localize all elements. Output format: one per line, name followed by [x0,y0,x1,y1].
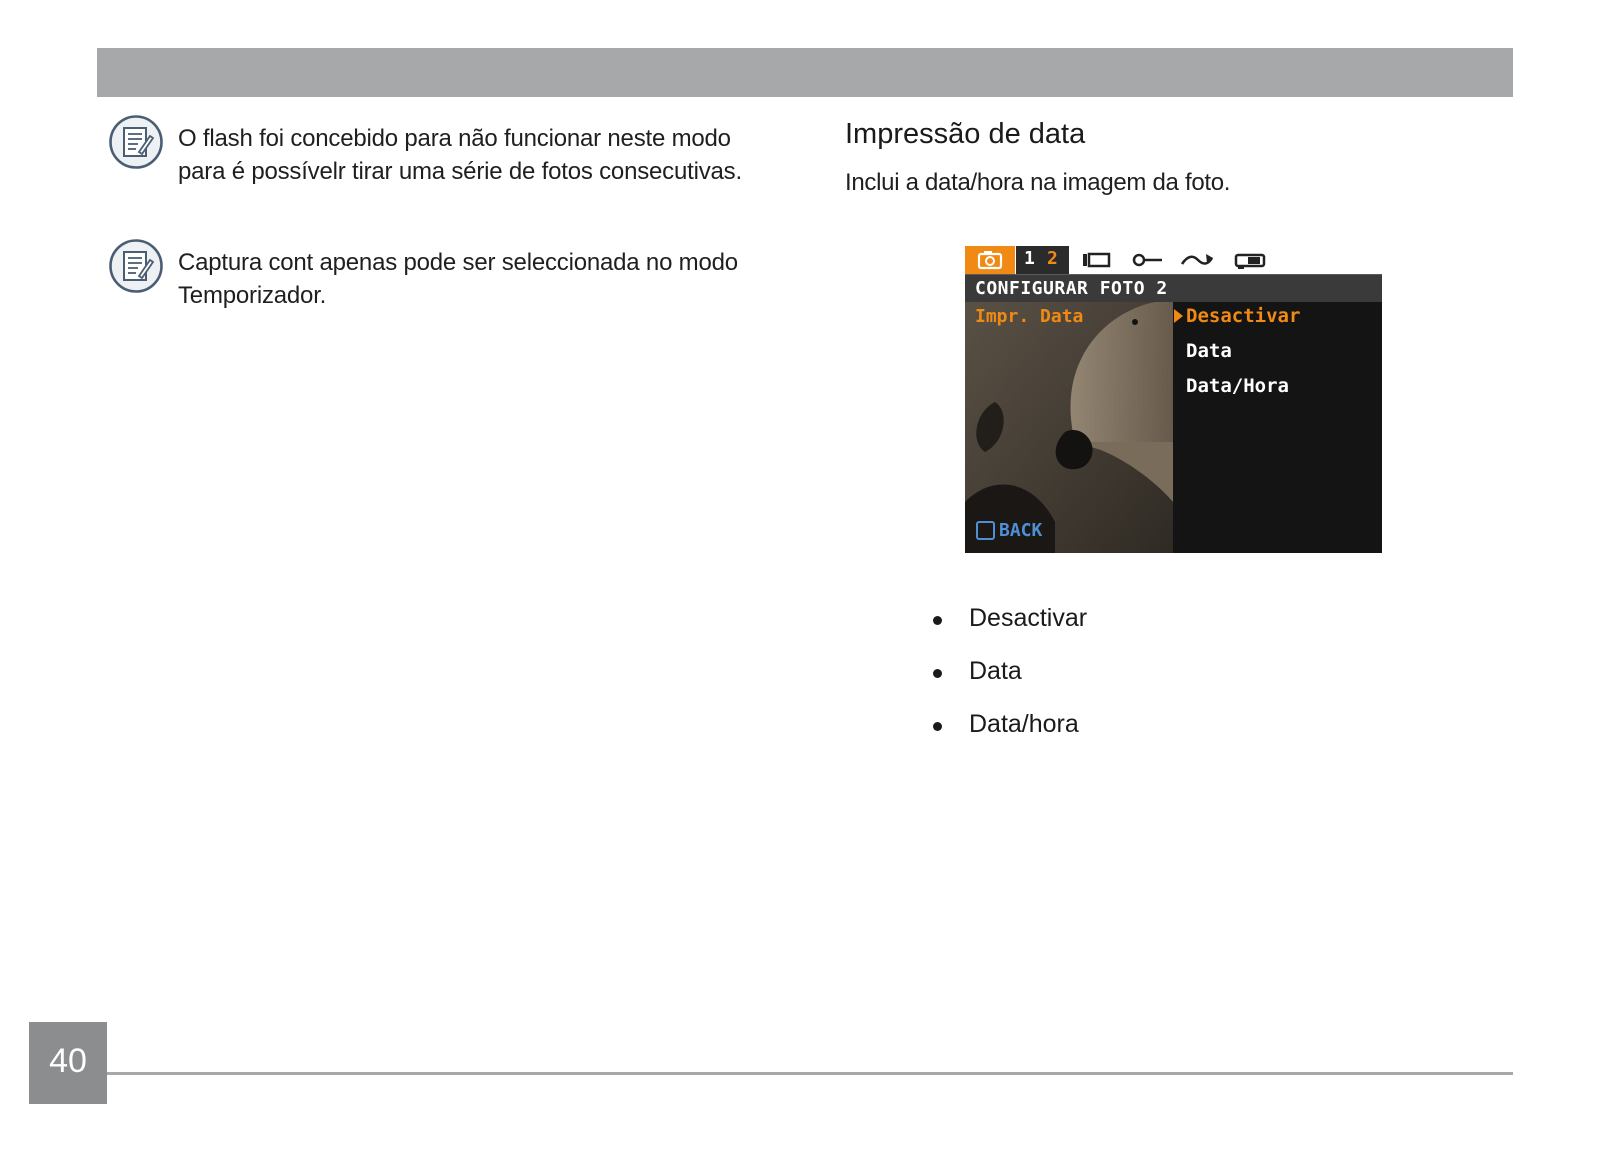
page-tabs [1016,246,1069,274]
camera-menu-header [965,274,1382,303]
note-icon [108,238,164,294]
page-number: 40 [49,1042,87,1080]
list-item [927,710,1087,763]
playback-icon [1233,250,1267,270]
movie-icon [1079,250,1113,270]
header-bar [97,48,1513,97]
list-item-text: Data/hora [969,710,1079,738]
camera-option[interactable]: Desactivar [1186,305,1301,327]
note-text: Captura cont apenas pode ser seleccionada no modo Temporizador. [178,249,738,309]
bullet-icon [933,616,942,625]
bullet-icon [933,669,942,678]
camera-option[interactable]: Data/Hora [1186,375,1289,397]
list-item-text: Data [969,657,1022,685]
list-item-text: Desactivar [969,604,1088,632]
back-button[interactable]: BACK [999,520,1043,541]
selection-arrow-icon [1174,309,1183,323]
footer-rule [107,1072,1513,1075]
camera-option[interactable]: Data [1186,340,1232,362]
setup-wrench-icon [1130,250,1164,270]
camera-screen-image [965,244,1382,553]
page-number-box [29,1022,107,1104]
back-chevron-icon[interactable] [976,521,995,540]
note-text: O flash foi concebido para não funcionar neste modo para é possívelr tirar uma série de fotos consecutivas. [178,125,742,185]
camera-tab-bar [965,244,1382,274]
list-item [927,604,1087,657]
camera-icon [965,246,1015,274]
setting-label: Impr. Data [975,306,1084,327]
camera-tab [965,246,1015,274]
camera-menu-title: CONFIGURAR FOTO 2 [975,278,1168,299]
bullet-icon [933,722,942,731]
list-item [927,657,1087,710]
option-list [927,604,1087,763]
tab-page-1: 1 [1024,248,1035,269]
flower-photo [965,302,1173,553]
note-icon [108,114,164,170]
tab-page-2: 2 [1047,248,1058,269]
section-description: Inclui a data/hora na imagem da foto. [845,169,1231,196]
connect-icon [1180,250,1214,270]
section-title: Impressão de data [845,118,1086,150]
